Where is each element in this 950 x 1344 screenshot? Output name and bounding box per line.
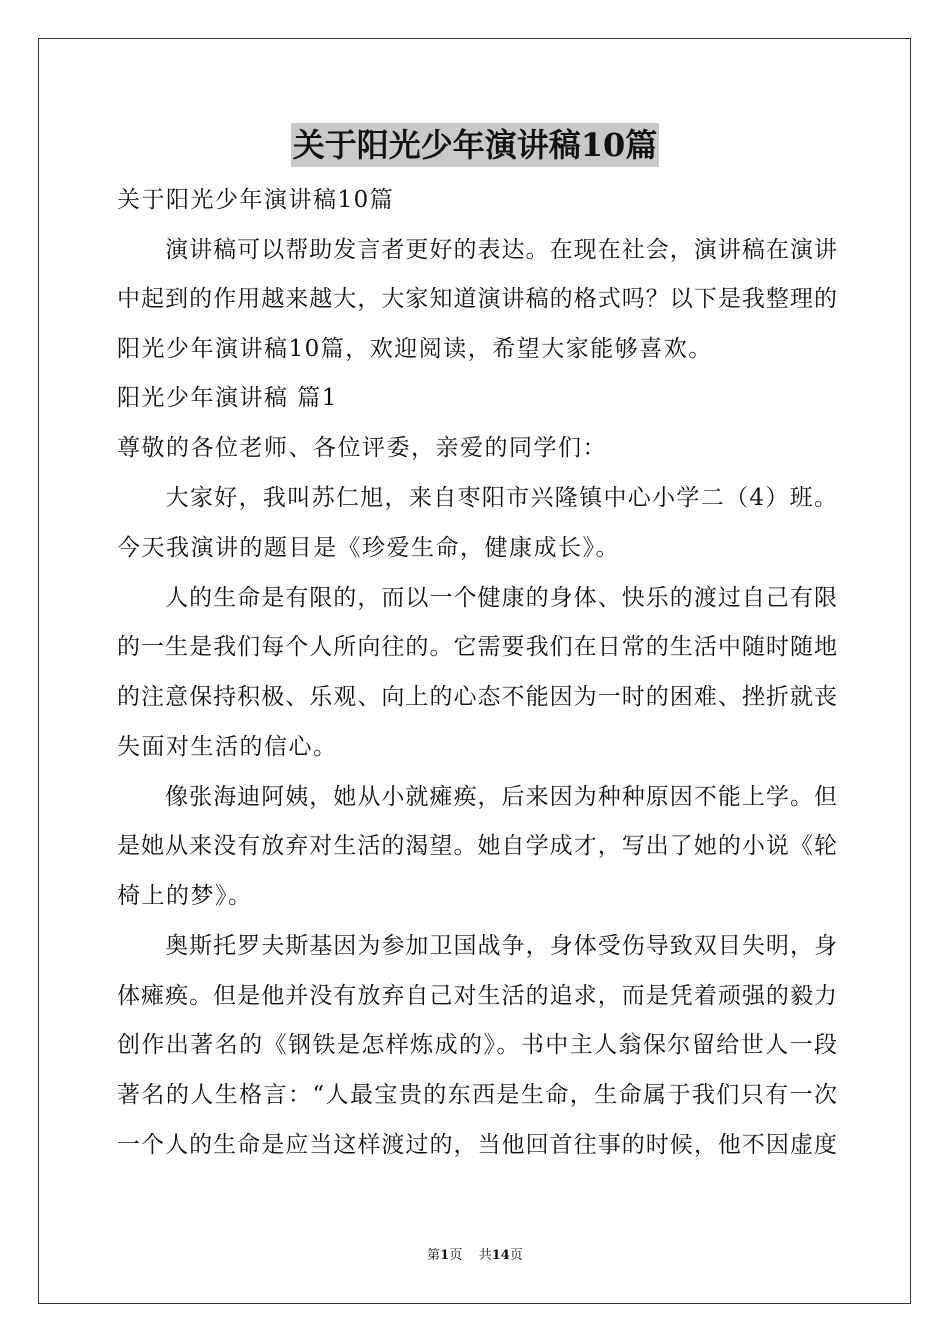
text-line: 尊敬的各位老师、各位评委，亲爱的同学们： xyxy=(117,435,607,461)
text-line: 大家好，我叫苏仁旭，来自枣阳市兴隆镇中心小学二（4）班。 xyxy=(117,485,837,511)
text-line: 创作出著名的《钢铁是怎样炼成的》。书中主人翁保尔留给世人一段 xyxy=(117,1032,837,1058)
text-line: 阳光少年演讲稿10篇，欢迎阅读，希望大家能够喜欢。 xyxy=(117,336,713,362)
text-line: 奥斯托罗夫斯基因为参加卫国战争，身体受伤导致双目失明，身 xyxy=(117,933,837,959)
text-line: 今天我演讲的题目是《珍爱生命，健康成长》。 xyxy=(117,535,620,561)
footer-total-unit: 页 xyxy=(509,1248,523,1263)
footer-total-pages: 14 xyxy=(491,1248,510,1263)
footer-total-prefix: 共 xyxy=(478,1248,492,1263)
text-line: 像张海迪阿姨，她从小就瘫痪，后来因为种种原因不能上学。但 xyxy=(117,784,837,810)
text-line: 阳光少年演讲稿 篇1 xyxy=(117,385,338,411)
text-line: 体瘫痪。但是他并没有放弃自己对生活的追求，而是凭着顽强的毅力 xyxy=(117,983,837,1009)
document-title: 关于阳光少年演讲稿10篇 xyxy=(291,123,660,167)
footer-page-prefix: 第 xyxy=(427,1248,441,1263)
text-line: 的一生是我们每个人所向往的。它需要我们在日常的生活中随时随地 xyxy=(117,634,837,660)
page-footer xyxy=(0,1247,950,1265)
text-line: 一个人的生命是应当这样渡过的，当他回首往事的时候，他不因虚度 xyxy=(117,1132,837,1158)
text-line: 关于阳光少年演讲稿10篇 xyxy=(117,187,395,213)
footer-page-number: 1 xyxy=(440,1248,450,1263)
text-line: 中起到的作用越来越大，大家知道演讲稿的格式吗？以下是我整理的 xyxy=(117,286,837,312)
text-line: 人的生命是有限的，而以一个健康的身体、快乐的渡过自己有限 xyxy=(117,585,837,611)
text-line: 的注意保持积极、乐观、向上的心态不能因为一时的困难、挫折就丧 xyxy=(117,684,837,710)
footer-page-unit: 页 xyxy=(449,1248,463,1263)
text-line: 是她从来没有放弃对生活的渴望。她自学成才，写出了她的小说《轮 xyxy=(117,833,837,859)
text-line: 失面对生活的信心。 xyxy=(117,734,338,760)
text-line: 演讲稿可以帮助发言者更好的表达。在现在社会，演讲稿在演讲 xyxy=(117,237,837,263)
text-line: 著名的人生格言：“人最宝贵的东西是生命，生命属于我们只有一次 xyxy=(117,1082,837,1108)
text-line: 椅上的梦》。 xyxy=(117,883,253,909)
page-border xyxy=(38,38,911,1304)
